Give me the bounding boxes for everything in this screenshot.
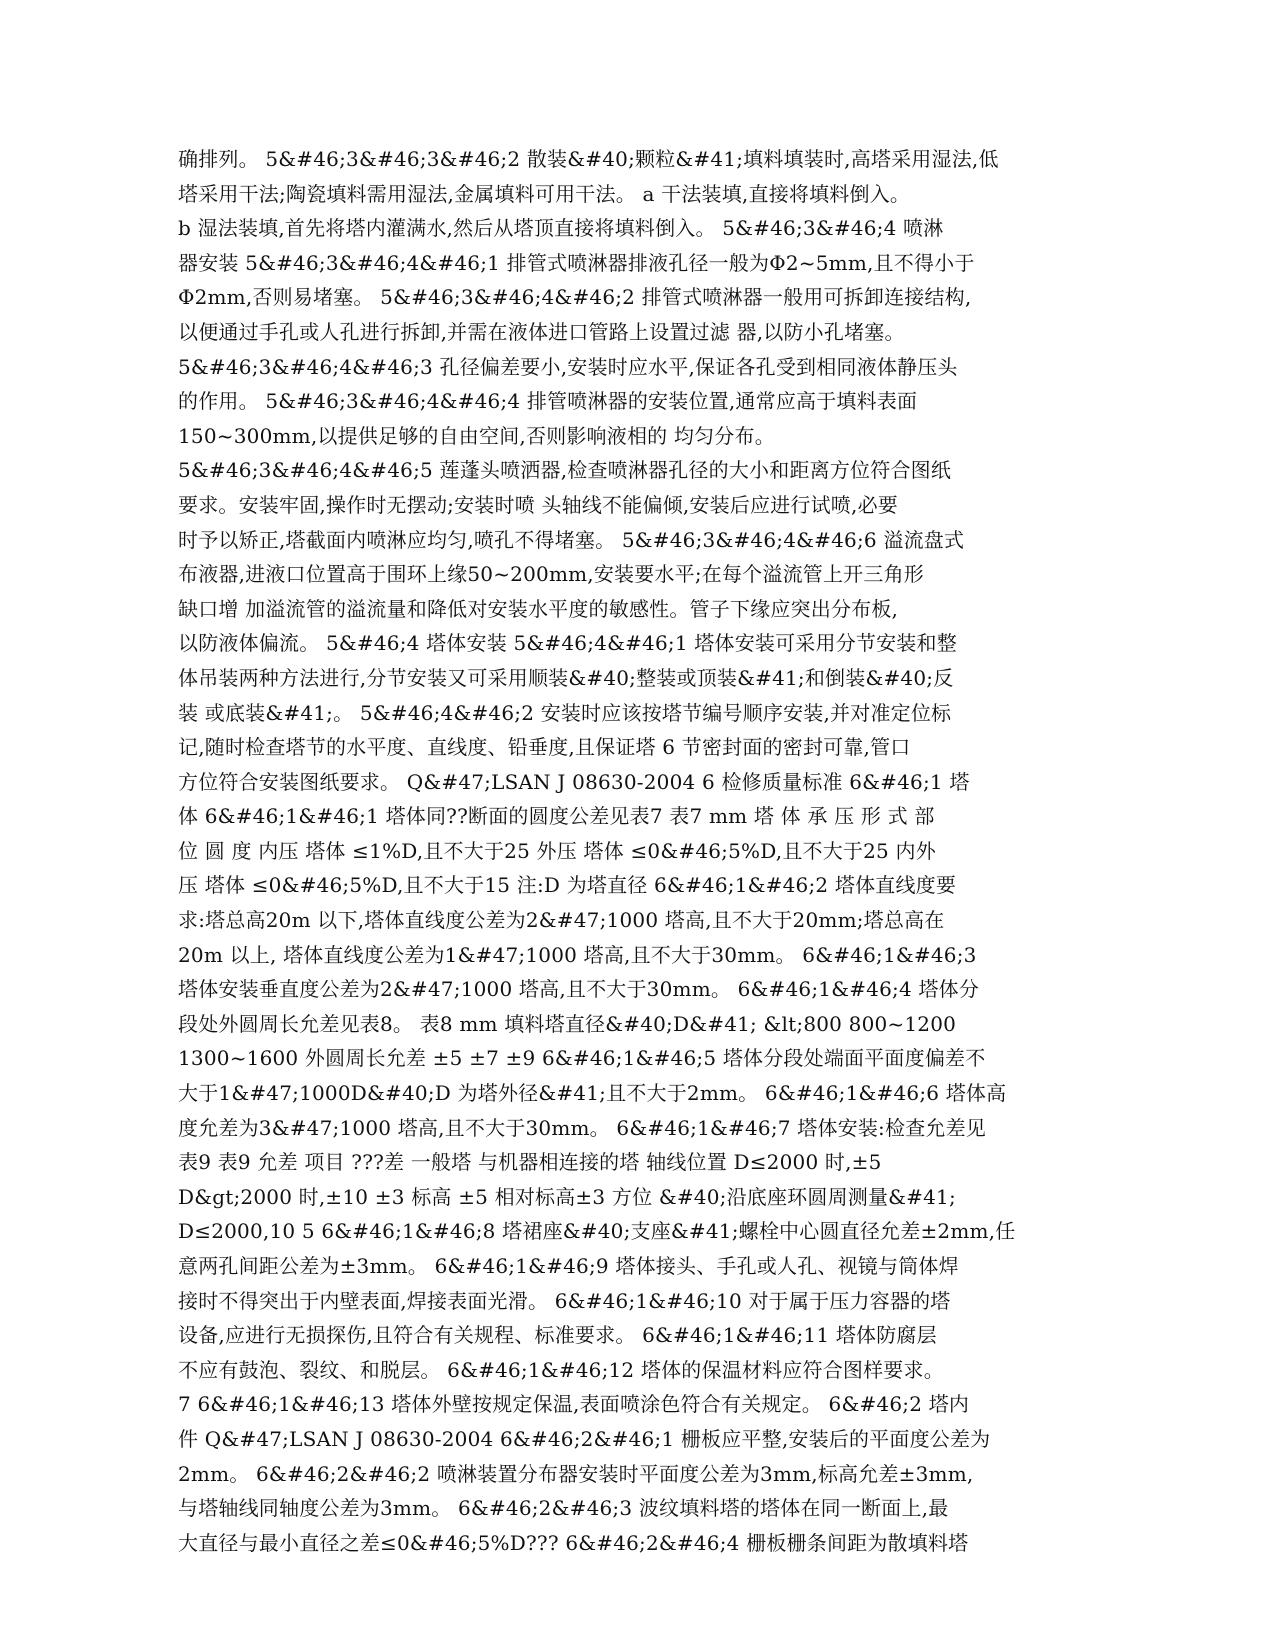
document-page [178, 142, 1038, 1560]
text-line: 度允差为3&#47;1000 塔高,且不大于30mm。 6&#46;1&#46;7 塔体安装:检查允差见 [178, 1115, 986, 1140]
text-line: 塔采用干法;陶瓷填料需用湿法,金属填料可用干法。 a 干法装填,直接将填料倒入。 [178, 181, 911, 206]
text-line: b 湿法装填,首先将塔内灌满水,然后从塔顶直接将填料倒入。 5&#46;3&#46;4 喷淋 [178, 216, 944, 241]
text-line: 件 Q&#47;LSAN J 08630-2004 6&#46;2&#46;1 栅板应平整,安装后的平面度公差为 [178, 1426, 991, 1451]
text-line: 要求。安装牢固,操作时无摆动;安装时喷 头轴线不能偏倾,安装后应进行试喷,必要 [178, 492, 898, 517]
text-line: 体吊装两种方法进行,分节安装又可采用顺装&#40;整装或顶装&#41;和倒装&#40;反 [178, 665, 954, 690]
text-line: 记,随时检查塔节的水平度、直线度、铅垂度,且保证塔 6 节密封面的密封可靠,管口 [178, 735, 911, 760]
text-line: D≤2000,10 5 6&#46;1&#46;8 塔裙座&#40;支座&#41;螺栓中心圆直径允差±2mm,任 [178, 1219, 1016, 1244]
text-line: 与塔轴线同轴度公差为3mm。 6&#46;2&#46;3 波纹填料塔的塔体在同一断面上,最 [178, 1496, 949, 1521]
text-line: 压 塔体 ≤0&#46;5%D,且不大于15 注:D 为塔直径 6&#46;1&#46;2 塔体直线度要 [178, 873, 957, 898]
text-line: 150~300mm,以提供足够的自由空间,否则影响液相的 均匀分布。 [178, 423, 775, 448]
text-line: 器安装 5&#46;3&#46;4&#46;1 排管式喷淋器排液孔径一般为Φ2~5mm,且不得小于 [178, 250, 975, 275]
text-line: 20m 以上, 塔体直线度公差为1&#47;1000 塔高,且不大于30mm。 6&#46;1&#46;3 [178, 942, 977, 967]
text-line: 方位符合安装图纸要求。 Q&#47;LSAN J 08630-2004 6 检修质量标准 6&#46;1 塔 [178, 769, 970, 794]
text-line: 大于1&#47;1000D&#40;D 为塔外径&#41;且不大于2mm。 6&#46;1&#46;6 塔体高 [178, 1081, 1007, 1106]
text-line: 塔体安装垂直度公差为2&#47;1000 塔高,且不大于30mm。 6&#46;1&#46;4 塔体分 [178, 977, 980, 1002]
text-line: 时予以矫正,塔截面内喷淋应均匀,喷孔不得堵塞。 5&#46;3&#46;4&#46;6 溢流盘式 [178, 527, 965, 552]
text-line: 求:塔总高20m 以下,塔体直线度公差为2&#47;1000 塔高,且不大于20mm;塔总高在 [178, 908, 945, 933]
text-line: 5&#46;3&#46;4&#46;5 莲蓬头喷洒器,检查喷淋器孔径的大小和距离方位符合图纸 [178, 458, 952, 483]
text-line: 2mm。 6&#46;2&#46;2 喷淋装置分布器安装时平面度公差为3mm,标高允差±3mm, [178, 1461, 974, 1486]
text-line: 大直径与最小直径之差≤0&#46;5%D??? 6&#46;2&#46;4 栅板栅条间距为散填料塔 [178, 1530, 969, 1555]
text-line: 接时不得突出于内壁表面,焊接表面光滑。 6&#46;1&#46;10 对于属于压力容器的塔 [178, 1288, 951, 1313]
text-line: 段处外圆周长允差见表8。 表8 mm 填料塔直径&#40;D&#41; &lt;800 800~1200 [178, 1011, 957, 1036]
text-line: 以便通过手孔或人孔进行拆卸,并需在液体进口管路上设置过滤 器,以防小孔堵塞。 [178, 319, 905, 344]
text-line: 1300~1600 外圆周长允差 ±5 ±7 ±9 6&#46;1&#46;5 塔体分段处端面平面度偏差不 [178, 1046, 986, 1071]
text-line: 表9 表9 允差 项目 ???差 一般塔 与机器相连接的塔 轴线位置 D≤2000 时,±5 [178, 1150, 882, 1175]
text-line: 7 6&#46;1&#46;13 塔体外壁按规定保温,表面喷涂色符合有关规定。 6&#46;2 塔内 [178, 1392, 970, 1417]
text-line: 体 6&#46;1&#46;1 塔体同??断面的圆度公差见表7 表7 mm 塔 体 承 压 形 式 部 [178, 804, 935, 829]
text-line: D&gt;2000 时,±10 ±3 标高 ±5 相对标高±3 方位 &#40;沿底座环圆周测量&#41; [178, 1184, 956, 1209]
text-line: 缺口增 加溢流管的溢流量和降低对安装水平度的敏感性。管子下缘应突出分布板, [178, 596, 899, 621]
text-line: 确排列。 5&#46;3&#46;3&#46;2 散装&#40;颗粒&#41;填料填装时,高塔采用湿法,低 [178, 147, 999, 171]
text-line: 的作用。 5&#46;3&#46;4&#46;4 排管喷淋器的安装位置,通常应高于填料表面 [178, 389, 918, 414]
text-line: 布液器,进液口位置高于围环上缘50~200mm,安装要水平;在每个溢流管上开三角形 [178, 562, 924, 587]
text-line: 5&#46;3&#46;4&#46;3 孔径偏差要小,安装时应水平,保证各孔受到相同液体静压头 [178, 354, 958, 379]
text-line: 装 或底装&#41;。 5&#46;4&#46;2 安装时应该按塔节编号顺序安装,并对准定位标 [178, 700, 952, 725]
text-line: 以防液体偏流。 5&#46;4 塔体安装 5&#46;4&#46;1 塔体安装可采用分节安装和整 [178, 631, 957, 656]
text-line: 不应有鼓泡、裂纹、和脱层。 6&#46;1&#46;12 塔体的保温材料应符合图样要求。 [178, 1357, 944, 1382]
text-line: 意两孔间距公差为±3mm。 6&#46;1&#46;9 塔体接头、手孔或人孔、视镜与筒体焊 [178, 1254, 959, 1278]
text-line: 位 圆 度 内压 塔体 ≤1%D,且不大于25 外压 塔体 ≤0&#46;5%D,且不大于25 内外 [178, 838, 936, 863]
text-line: Φ2mm,否则易堵塞。 5&#46;3&#46;4&#46;2 排管式喷淋器一般用可拆卸连接结构, [178, 285, 972, 310]
text-line: 设备,应进行无损探伤,且符合有关规程、标准要求。 6&#46;1&#46;11 塔体防腐层 [178, 1323, 937, 1348]
